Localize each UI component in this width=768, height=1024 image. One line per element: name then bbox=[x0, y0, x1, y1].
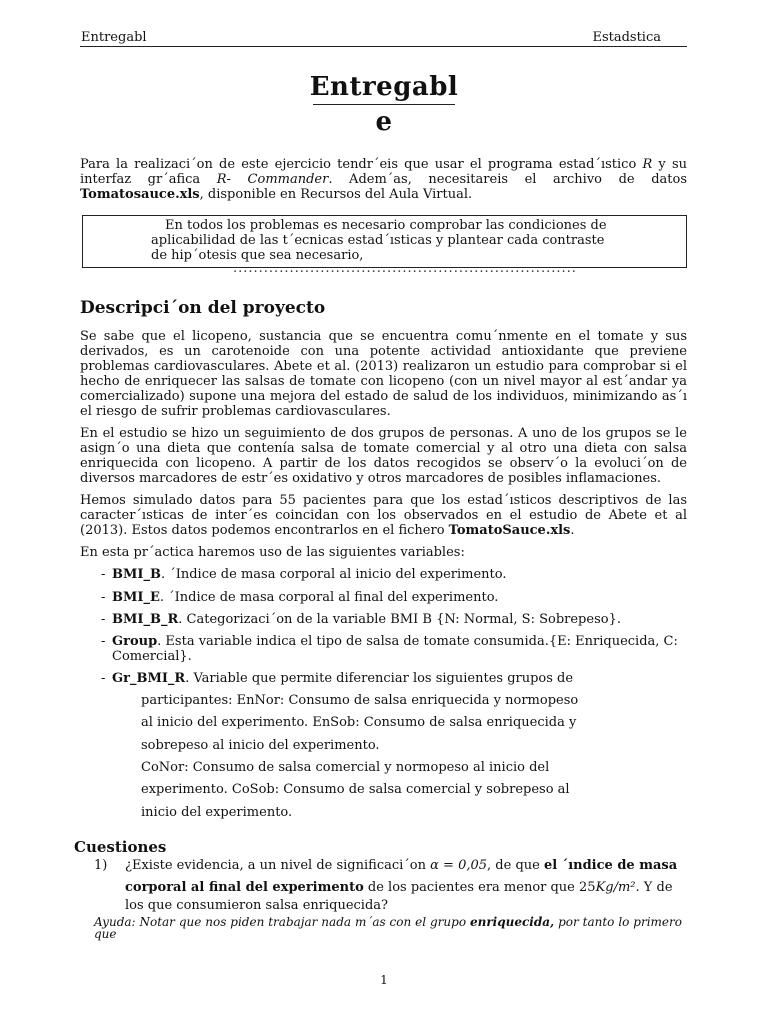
variable-name: Gr_BMI_R bbox=[112, 671, 186, 686]
page-number: 1 bbox=[380, 973, 388, 987]
variable-name: BMI_E bbox=[112, 590, 160, 605]
note-cut-line: ................................................................... bbox=[233, 261, 577, 276]
intro-text-3: . Adem´as, necesitareis el archivo de datos bbox=[328, 172, 688, 187]
question-unit: Kg/m² bbox=[595, 880, 636, 895]
variable-name: Group bbox=[112, 634, 158, 649]
question-text-a: ¿Existe evidencia, a un nivel de significaci´on bbox=[125, 858, 431, 873]
intro-text-1: Para la realizaci´on de este ejercicio tendr´eis que usar el programa estad´ıstico bbox=[80, 157, 643, 172]
groups-line: experimento. CoSob: Consumo de salsa comercial y sobrepeso al bbox=[141, 782, 570, 797]
paragraph-3 bbox=[80, 493, 687, 538]
section-title: Descripci´on del proyecto bbox=[80, 298, 326, 318]
paragraph-2: En el estudio se hizo un seguimiento de dos grupos de personas. A uno de los grupos se le asign´o una dieta que contenía salsa de tomate comercial y al otro una dieta con salsa enriquecida con licopeno. A partir de los datos recogidos se observ´o la evoluci´on de diversos marcadores de estr´es oxidativo y otros marcadores de posibles inflamaciones. bbox=[80, 426, 687, 486]
document-title bbox=[0, 70, 768, 139]
ayuda-hint bbox=[94, 916, 682, 940]
variable-item: - Group. Esta variable indica el tipo de salsa de tomate consumida.{E: Enriquecida, C: Comercial}. bbox=[101, 634, 678, 664]
title-line1: Entregabl bbox=[309, 72, 459, 102]
variable-name: BMI_B_R bbox=[112, 612, 179, 627]
paragraph-3-text: Hemos simulado datos para 55 pacientes para que los estad´ısticos descriptivos de las caracter´ısticas de inter´es coincidan con los observados en el estudio de Abete et al (2013). Estos datos podemos encontrarlos en el fichero bbox=[80, 493, 687, 538]
variable-item: - Gr_BMI_R. Variable que permite diferenciar los siguientes grupos de bbox=[101, 671, 574, 686]
ayuda-bold: enriquecida, bbox=[469, 915, 555, 929]
intro-text-2: y su interfaz gr´afica bbox=[80, 157, 687, 187]
header-left: Entregabl bbox=[81, 30, 147, 45]
question-text-b: , de que bbox=[487, 858, 544, 873]
paragraph-4: En esta pr´actica haremos uso de las siguientes variables: bbox=[80, 545, 465, 560]
intro-file-name: Tomatosauce.xls bbox=[80, 187, 200, 202]
header-right: Estadstica bbox=[592, 30, 661, 45]
groups-line: participantes: EnNor: Consumo de salsa enriquecida y normopeso bbox=[141, 693, 579, 708]
variable-desc: . ´Indice de masa corporal al inicio del experimento. bbox=[160, 567, 507, 582]
questions-title: Cuestiones bbox=[74, 838, 167, 856]
variable-item: - BMI_B_R. Categorizaci´on de la variable BMI B {N: Normal, S: Sobrepeso}. bbox=[101, 612, 621, 627]
page-header bbox=[80, 28, 687, 47]
variable-name: BMI_B bbox=[112, 567, 161, 582]
groups-line: al inicio del experimento. EnSob: Consumo de salsa enriquecida y bbox=[141, 715, 577, 730]
variable-item: - BMI_B. ´Indice de masa corporal al inicio del experimento. bbox=[101, 567, 507, 582]
note-text: En todos los problemas es necesario comprobar las condiciones de aplicabilidad de las t´ecnicas estad´ısticas y plantear cada contraste de hip´otesis que sea necesario, bbox=[151, 218, 607, 263]
paragraph-3-end: . bbox=[570, 523, 575, 538]
question-number: 1) bbox=[94, 858, 108, 873]
question-bold-1: el ´ındice de masa bbox=[543, 858, 678, 873]
question-1 bbox=[94, 858, 687, 873]
question-1-line-3: los que consumieron salsa enriquecida? bbox=[125, 898, 388, 913]
paragraph-1: Se sabe que el licopeno, sustancia que se encuentra comu´nmente en el tomate y sus derivados, es un carotenoide con una potente actividad antioxidante que previene problemas cardiovasculares. Abete et al. (2013) realizaron un estudio para comprobar si el hecho de enriquecer las salsas de tomate con licopeno (con un nivel mayor al est´andar ya comercializado) supone una mejora del estado de salud de los individuos, minimizando as´ı el riesgo de sufrir problemas cardiovasculares. bbox=[80, 329, 687, 419]
groups-line: sobrepeso al inicio del experimento. bbox=[141, 738, 380, 753]
intro-text-4: , disponible en Recursos del Aula Virtual. bbox=[199, 187, 473, 202]
note-box bbox=[82, 215, 687, 276]
title-line2: e bbox=[375, 107, 393, 137]
paragraph-3-file: TomatoSauce.xls bbox=[448, 523, 571, 538]
question-text-c: de los pacientes era menor que 25 bbox=[363, 880, 596, 895]
r-commander: R- Commander bbox=[216, 172, 329, 187]
alpha-value: α = 0,05 bbox=[430, 858, 488, 873]
title-rule bbox=[313, 104, 455, 105]
variable-desc: . Esta variable indica el tipo de salsa de tomate consumida.{E: Enriquecida, C: Comercial}. bbox=[112, 634, 678, 664]
variable-desc: . ´Indice de masa corporal al final del experimento. bbox=[159, 590, 499, 605]
r-program: R bbox=[642, 157, 653, 172]
groups-line: CoNor: Consumo de salsa comercial y normopeso al inicio del bbox=[141, 760, 550, 775]
question-text-d: . Y de bbox=[635, 880, 673, 895]
variable-desc: . Variable que permite diferenciar los siguientes grupos de bbox=[185, 671, 574, 686]
variable-desc: . Categorizaci´on de la variable BMI B {N: Normal, S: Sobrepeso}. bbox=[178, 612, 621, 627]
ayuda-text-b: por tanto lo primero que bbox=[94, 915, 682, 941]
question-1-line-2 bbox=[125, 880, 687, 895]
groups-line: inicio del experimento. bbox=[141, 805, 293, 820]
ayuda-text-a: Ayuda: Notar que nos piden trabajar nada m´as con el grupo bbox=[94, 915, 470, 929]
variable-item: - BMI_E. ´Indice de masa corporal al final del experimento. bbox=[101, 590, 499, 605]
intro-paragraph bbox=[80, 157, 687, 202]
question-bold-2: corporal al final del experimento bbox=[125, 880, 364, 895]
